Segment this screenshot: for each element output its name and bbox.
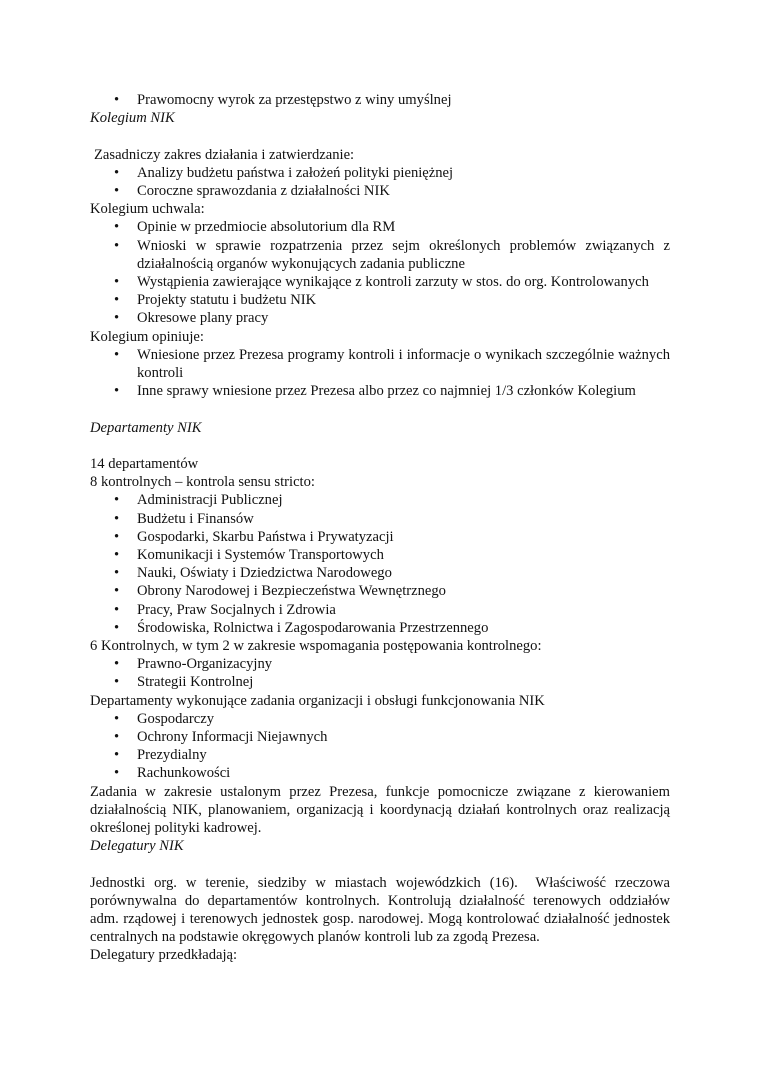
- list-item: • Wystąpienia zawierające wynikające z kontroli zarzuty w stos. do org. Kontrolowanych: [90, 273, 670, 291]
- list-item: • Gospodarczy: [90, 710, 670, 728]
- list-item: • Opinie w przedmiocie absolutorium dla RM: [90, 218, 670, 236]
- list-item: • Administracji Publicznej: [90, 491, 670, 509]
- support-list: [90, 655, 670, 691]
- opinions-label: Kolegium opiniuje:: [90, 328, 204, 345]
- list-item: • Okresowe plany pracy: [90, 309, 670, 327]
- list-item: • Obrony Narodowej i Bezpieczeństwa Wewnętrznego: [90, 582, 670, 600]
- delegatury-paragraph: Jednostki org. w terenie, siedziby w miastach wojewódzkich (16). Właściwość rzeczowa porównywalna do departamentów kontrolnych. Kontrolują działalność terenowych oddziałów adm. rządowej i terenowych jednostek gosp. narodowej. Mogą kontrolować działalność jednostek centralnych na podstawie okręgowych planów kontroli lub za zgodą Prezesa.: [90, 874, 674, 946]
- tasks-paragraph: Zadania w zakresie ustalonym przez Prezesa, funkcje pomocnicze związane z kierowaniem działalnością NIK, planowaniem, organizacją i koordynacją działań kontrolnych oraz realizacją określonej polityki kadrowej.: [90, 783, 670, 837]
- list-item: • Pracy, Praw Socjalnych i Zdrowia: [90, 601, 670, 619]
- department-count: 14 departamentów: [90, 456, 199, 473]
- list-item: • Prawomocny wyrok za przestępstwo z winy umyślnej: [90, 91, 670, 109]
- org-label: Departamenty wykonujące zadania organizacji i obsługi funkcjonowania NIK: [90, 692, 545, 709]
- submits-label: Delegatury przedkładają:: [90, 947, 238, 964]
- list-item: • Wniesione przez Prezesa programy kontroli i informacje o wynikach szczególnie ważnych kontroli: [90, 346, 670, 382]
- control-label: 8 kontrolnych – kontrola sensu stricto:: [90, 474, 315, 491]
- document-page: [90, 91, 674, 965]
- list-item: • Rachunkowości: [90, 764, 670, 782]
- section-heading-departamenty: Departamenty NIK: [90, 419, 202, 436]
- scope-label: Zasadniczy zakres działania i zatwierdzanie:: [94, 146, 355, 163]
- list-item: • Środowiska, Rolnictwa i Zagospodarowania Przestrzennego: [90, 619, 670, 637]
- list-item: • Coroczne sprawozdania z działalności NIK: [90, 182, 670, 200]
- list-item: • Projekty statutu i budżetu NIK: [90, 291, 670, 309]
- list-item: • Wnioski w sprawie rozpatrzenia przez sejm określonych problemów związanych z działalnością organów wykonujących zadania publiczne: [90, 237, 670, 273]
- section-heading-kolegium: Kolegium NIK: [90, 110, 175, 127]
- list-item: • Analizy budżetu państwa i założeń polityki pieniężnej: [90, 164, 670, 182]
- resolves-label: Kolegium uchwala:: [90, 201, 205, 218]
- resolves-list: [90, 218, 670, 327]
- support-label: 6 Kontrolnych, w tym 2 w zakresie wspomagania postępowania kontrolnego:: [90, 638, 542, 655]
- scope-list: [90, 164, 670, 200]
- list-item: • Prezydialny: [90, 746, 670, 764]
- control-list: [90, 491, 670, 637]
- list-item: • Nauki, Oświaty i Dziedzictwa Narodowego: [90, 564, 670, 582]
- opinions-list: [90, 346, 670, 401]
- list-item: • Ochrony Informacji Niejawnych: [90, 728, 670, 746]
- list-item: • Budżetu i Finansów: [90, 510, 670, 528]
- section-heading-delegatury: Delegatury NIK: [90, 838, 184, 855]
- list-item: • Prawno-Organizacyjny: [90, 655, 670, 673]
- list-item: • Inne sprawy wniesione przez Prezesa albo przez co najmniej 1/3 członków Kolegium: [90, 382, 670, 400]
- list-item: • Komunikacji i Systemów Transportowych: [90, 546, 670, 564]
- intro-list: [90, 91, 670, 109]
- list-item: • Gospodarki, Skarbu Państwa i Prywatyzacji: [90, 528, 670, 546]
- list-item: • Strategii Kontrolnej: [90, 673, 670, 691]
- org-list: [90, 710, 670, 783]
